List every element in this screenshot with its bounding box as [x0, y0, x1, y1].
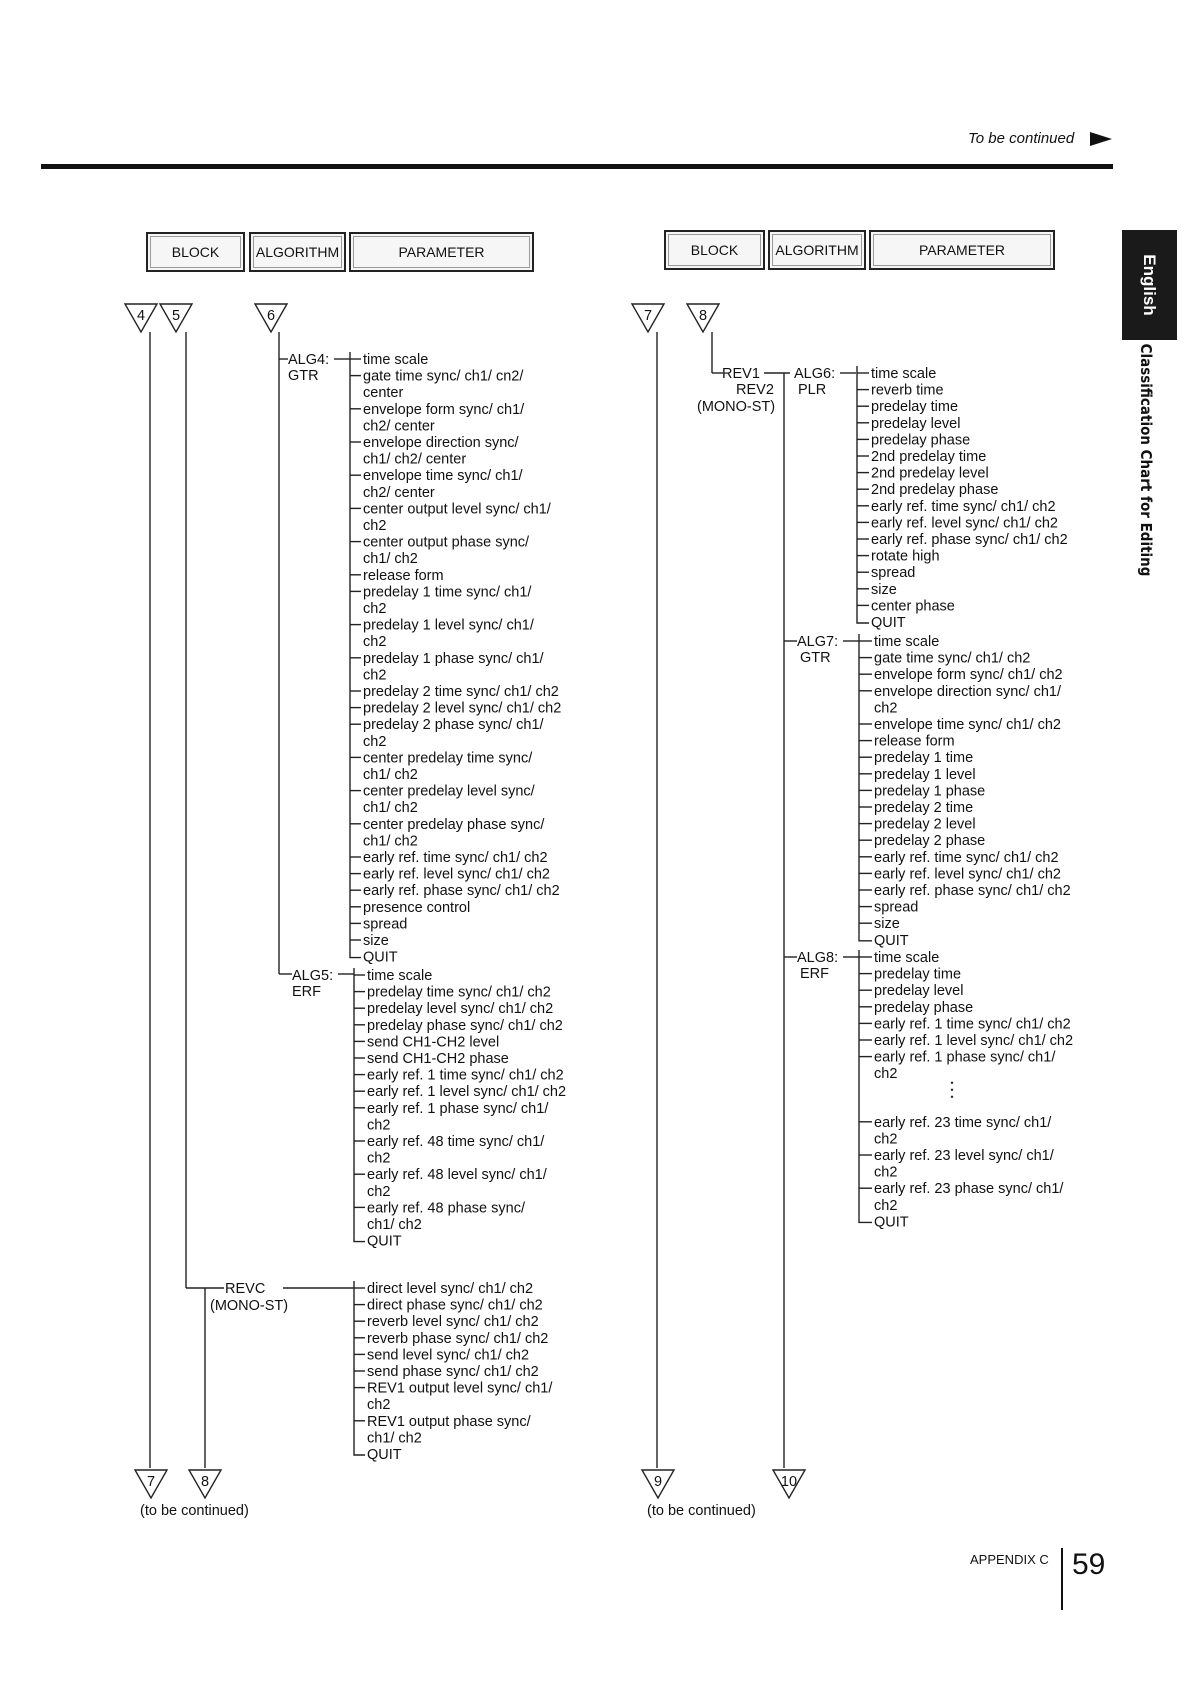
connector-10-bottom-label: 10 — [780, 1474, 798, 1490]
header-label: BLOCK — [690, 242, 739, 258]
alg4-param-text: early ref. level sync/ ch1/ ch2 — [363, 866, 550, 883]
connector-8-label: 8 — [698, 308, 708, 324]
alg7-param-text: ch2 — [874, 700, 898, 717]
alg7-param-text: predelay 2 level — [874, 816, 976, 833]
alg7-param-text: time scale — [874, 634, 940, 650]
[object Object]-param-text: early ref. 1 time sync/ ch1/ ch2 — [367, 1067, 564, 1084]
header-label: ALGORITHM — [775, 242, 859, 258]
alg6-param-text: early ref. phase sync/ ch1/ ch2 — [871, 532, 1068, 548]
alg7-param-text: size — [874, 916, 900, 933]
revc-param-text: direct level sync/ ch1/ ch2 — [367, 1281, 534, 1297]
revc-param-text: REV1 output phase sync/ — [367, 1413, 531, 1430]
alg4-param-text: ch1/ ch2 — [363, 833, 418, 850]
alg4-param-text: predelay 2 level sync/ ch1/ ch2 — [363, 700, 562, 717]
alg8-param-text: ch2 — [874, 1131, 898, 1148]
alg8-label: ALG8: — [797, 950, 839, 966]
param-end-bracket — [350, 952, 361, 958]
revc-param-text: ch1/ ch2 — [367, 1430, 422, 1447]
alg4-param-text: size — [363, 933, 389, 949]
[object Object]-param-text: early ref. 1 phase sync/ ch1/ — [367, 1100, 549, 1117]
alg4-param-text: envelope direction sync/ — [363, 435, 519, 451]
alg7-param-text: predelay 1 phase — [874, 783, 986, 800]
alg8-param-text: predelay phase — [874, 999, 974, 1016]
alg4-param-text: center output level sync/ ch1/ — [363, 501, 551, 518]
revc-param-text: send phase sync/ ch1/ ch2 — [367, 1364, 539, 1380]
[object Object]-param-text: send CH1-CH2 level — [367, 1034, 500, 1051]
alg4-param-text: ch1/ ch2/ center — [363, 451, 467, 468]
alg6-label: ALG6: — [794, 366, 836, 382]
alg4-param-text: center — [363, 385, 404, 402]
alg6-param-text: time scale — [871, 366, 937, 382]
ellipsis-dot — [951, 1096, 953, 1098]
page-number: 59 — [1072, 1548, 1106, 1581]
alg6-param-text: early ref. level sync/ ch1/ ch2 — [871, 515, 1058, 532]
alg4-param-text: early ref. phase sync/ ch1/ ch2 — [363, 883, 560, 900]
connector-9-bottom-label: 9 — [653, 1474, 663, 1490]
alg4-label: ALG4: — [288, 352, 330, 368]
ellipsis-dot — [951, 1082, 953, 1084]
mono-st-label: (MONO-ST) — [697, 399, 776, 415]
connector-7-bottom-label: 7 — [146, 1474, 156, 1490]
alg7-param-text: early ref. level sync/ ch1/ ch2 — [874, 866, 1061, 883]
alg4-param-text: presence control — [363, 899, 471, 916]
alg8-param-text: early ref. 23 level sync/ ch1/ — [874, 1148, 1054, 1164]
alg7-sublabel: GTR — [800, 650, 831, 666]
alg4-param-text: predelay 1 level sync/ ch1/ — [363, 617, 534, 634]
header-label: PARAMETER — [398, 244, 485, 260]
alg6-param-text: QUIT — [871, 615, 906, 631]
alg4-param-text: envelope form sync/ ch1/ — [363, 401, 525, 418]
alg8-param-text: predelay time — [874, 966, 962, 983]
alg7-param-text: predelay 2 phase — [874, 833, 986, 850]
header-label: ALGORITHM — [255, 244, 340, 260]
alg6-param-text: center phase — [871, 598, 955, 615]
alg4-param-text: predelay 2 phase sync/ ch1/ — [363, 717, 544, 734]
alg6-param-text: predelay level — [871, 415, 961, 432]
alg7-param-text: early ref. phase sync/ ch1/ ch2 — [874, 883, 1071, 899]
alg8-param-text: time scale — [874, 950, 940, 966]
header-label: BLOCK — [171, 244, 220, 260]
alg6-param-text: rotate high — [871, 548, 940, 565]
alg8-param-text: early ref. 1 level sync/ ch1/ ch2 — [874, 1033, 1074, 1049]
alg6-sublabel: PLR — [798, 382, 827, 398]
alg4-param-text: ch1/ ch2 — [363, 551, 418, 568]
alg8-param-text: ch2 — [874, 1066, 898, 1083]
alg6-param-text: reverb time — [871, 382, 944, 399]
revc-param-text: QUIT — [367, 1447, 402, 1463]
section-title-vertical: Classification Chart for Editing — [1137, 343, 1155, 577]
alg7-param-text: spread — [874, 899, 919, 916]
alg4-param-text: ch2/ center — [363, 418, 435, 435]
connector-8-bottom-label: 8 — [200, 1474, 210, 1490]
alg6-param-text: predelay time — [871, 399, 959, 416]
language-tab-label: English — [1140, 254, 1159, 316]
revc-param-text: send level sync/ ch1/ ch2 — [367, 1347, 530, 1364]
[object Object]-param-text: predelay level sync/ ch1/ ch2 — [367, 1001, 554, 1018]
alg6-param-text: 2nd predelay time — [871, 449, 987, 465]
[object Object]-param-text: time scale — [367, 968, 433, 984]
alg4-param-text: ch1/ ch2 — [363, 767, 418, 783]
to-be-continued-left: (to be continued) — [140, 1503, 249, 1519]
ellipsis-dot — [951, 1089, 953, 1091]
alg6-param-text: early ref. time sync/ ch1/ ch2 — [871, 498, 1056, 515]
alg4-param-text: ch2 — [363, 601, 387, 617]
alg6-param-text: predelay phase — [871, 432, 971, 449]
revc-sublabel: (MONO-ST) — [210, 1298, 289, 1314]
alg7-param-text: envelope form sync/ ch1/ ch2 — [874, 667, 1063, 684]
alg4-param-text: ch1/ ch2 — [363, 800, 418, 817]
alg4-param-text: ch2 — [363, 667, 387, 684]
revc-label: REVC — [225, 1281, 266, 1297]
alg7-param-text: predelay 1 level — [874, 766, 976, 783]
alg5-sublabel: ERF — [292, 984, 321, 1000]
alg8-param-text: ch2 — [874, 1164, 898, 1181]
alg4-param-text: QUIT — [363, 949, 398, 966]
alg4-param-text: spread — [363, 916, 408, 933]
alg7-param-text: predelay 1 time — [874, 750, 974, 767]
rev1-label: REV1 — [722, 366, 760, 382]
alg8-param-text: early ref. 23 phase sync/ ch1/ — [874, 1181, 1064, 1198]
alg4-param-text: center predelay phase sync/ — [363, 816, 545, 833]
alg7-param-text: envelope direction sync/ ch1/ — [874, 683, 1061, 700]
[object Object]-param-text: ch2 — [367, 1183, 391, 1200]
param-end-bracket — [857, 617, 869, 623]
[object Object]-param-text: early ref. 48 phase sync/ — [367, 1200, 525, 1217]
connector-5-label: 5 — [171, 308, 181, 324]
param-end-bracket — [354, 1449, 365, 1455]
[object Object]-param-text: ch1/ ch2 — [367, 1217, 422, 1233]
alg8-param-text: predelay level — [874, 983, 964, 1000]
alg8-param-text: QUIT — [874, 1214, 909, 1231]
alg8-param-text: early ref. 1 time sync/ ch1/ ch2 — [874, 1016, 1071, 1033]
alg4-param-text: predelay 1 phase sync/ ch1/ — [363, 650, 544, 667]
param-end-bracket — [859, 935, 872, 941]
alg4-param-text: center predelay time sync/ — [363, 750, 533, 767]
[object Object]-param-text: early ref. 1 level sync/ ch1/ ch2 — [367, 1084, 567, 1101]
alg4-param-text: ch2 — [363, 634, 387, 651]
[object Object]-param-text: early ref. 48 time sync/ ch1/ — [367, 1134, 545, 1150]
to-be-continued-right: (to be continued) — [647, 1503, 756, 1519]
alg6-param-text: 2nd predelay level — [871, 465, 989, 482]
alg7-param-text: envelope time sync/ ch1/ ch2 — [874, 717, 1061, 733]
[object Object]-param-text: send CH1-CH2 phase — [367, 1051, 509, 1067]
[object Object]-param-text: QUIT — [367, 1233, 402, 1250]
alg6-param-text: spread — [871, 565, 916, 582]
[object Object]-param-text: ch2 — [367, 1150, 391, 1167]
[object Object]-param-text: predelay phase sync/ ch1/ ch2 — [367, 1017, 563, 1034]
alg7-param-text: predelay 2 time — [874, 800, 974, 816]
revc-param-text: direct phase sync/ ch1/ ch2 — [367, 1297, 543, 1314]
alg7-label: ALG7: — [797, 634, 839, 650]
alg8-sublabel: ERF — [800, 966, 829, 982]
connector-6-label: 6 — [266, 308, 276, 324]
[object Object]-param-text: ch2 — [367, 1117, 391, 1134]
alg4-param-text: center output phase sync/ — [363, 534, 530, 551]
alg4-param-text: early ref. time sync/ ch1/ ch2 — [363, 850, 548, 866]
param-end-bracket — [354, 1236, 365, 1242]
[object Object]-param-text: predelay time sync/ ch1/ ch2 — [367, 984, 551, 1001]
connector-4-label: 4 — [136, 308, 146, 324]
param-end-bracket — [859, 1216, 872, 1222]
alg7-param-text: gate time sync/ ch1/ ch2 — [874, 650, 1031, 667]
alg6-param-text: size — [871, 581, 897, 598]
connector-7-label: 7 — [643, 308, 653, 324]
alg4-sublabel: GTR — [288, 368, 319, 384]
revc-param-text: reverb phase sync/ ch1/ ch2 — [367, 1330, 549, 1347]
revc-param-text: ch2 — [367, 1397, 391, 1414]
revc-param-text: reverb level sync/ ch1/ ch2 — [367, 1314, 539, 1331]
alg4-param-text: ch2 — [363, 733, 387, 750]
alg8-param-text: early ref. 23 time sync/ ch1/ — [874, 1114, 1052, 1131]
rev2-label: REV2 — [736, 382, 774, 398]
alg8-param-text: early ref. 1 phase sync/ ch1/ — [874, 1049, 1056, 1066]
alg6-param-text: 2nd predelay phase — [871, 482, 999, 499]
alg4-param-text: ch2 — [363, 518, 387, 534]
alg4-param-text: time scale — [363, 352, 429, 368]
header-label: PARAMETER — [918, 242, 1006, 258]
alg7-param-text: QUIT — [874, 932, 909, 949]
alg5-label: ALG5: — [292, 968, 334, 984]
alg4-param-text: predelay 2 time sync/ ch1/ ch2 — [363, 684, 559, 700]
alg7-param-text: release form — [874, 733, 955, 750]
appendix-label: APPENDIX C — [970, 1552, 1049, 1567]
alg4-param-text: gate time sync/ ch1/ cn2/ — [363, 368, 524, 385]
alg4-param-text: predelay 1 time sync/ ch1/ — [363, 584, 532, 601]
alg7-param-text: early ref. time sync/ ch1/ ch2 — [874, 849, 1059, 866]
to-be-continued-label: To be continued — [968, 130, 1075, 147]
[object Object]-param-text: early ref. 48 level sync/ ch1/ — [367, 1167, 547, 1184]
alg8-param-text: ch2 — [874, 1197, 898, 1214]
alg4-param-text: release form — [363, 567, 444, 584]
alg4-param-text: center predelay level sync/ — [363, 783, 535, 800]
alg4-param-text: envelope time sync/ ch1/ — [363, 468, 523, 485]
alg4-param-text: ch2/ center — [363, 484, 435, 501]
revc-param-text: REV1 output level sync/ ch1/ — [367, 1380, 553, 1397]
